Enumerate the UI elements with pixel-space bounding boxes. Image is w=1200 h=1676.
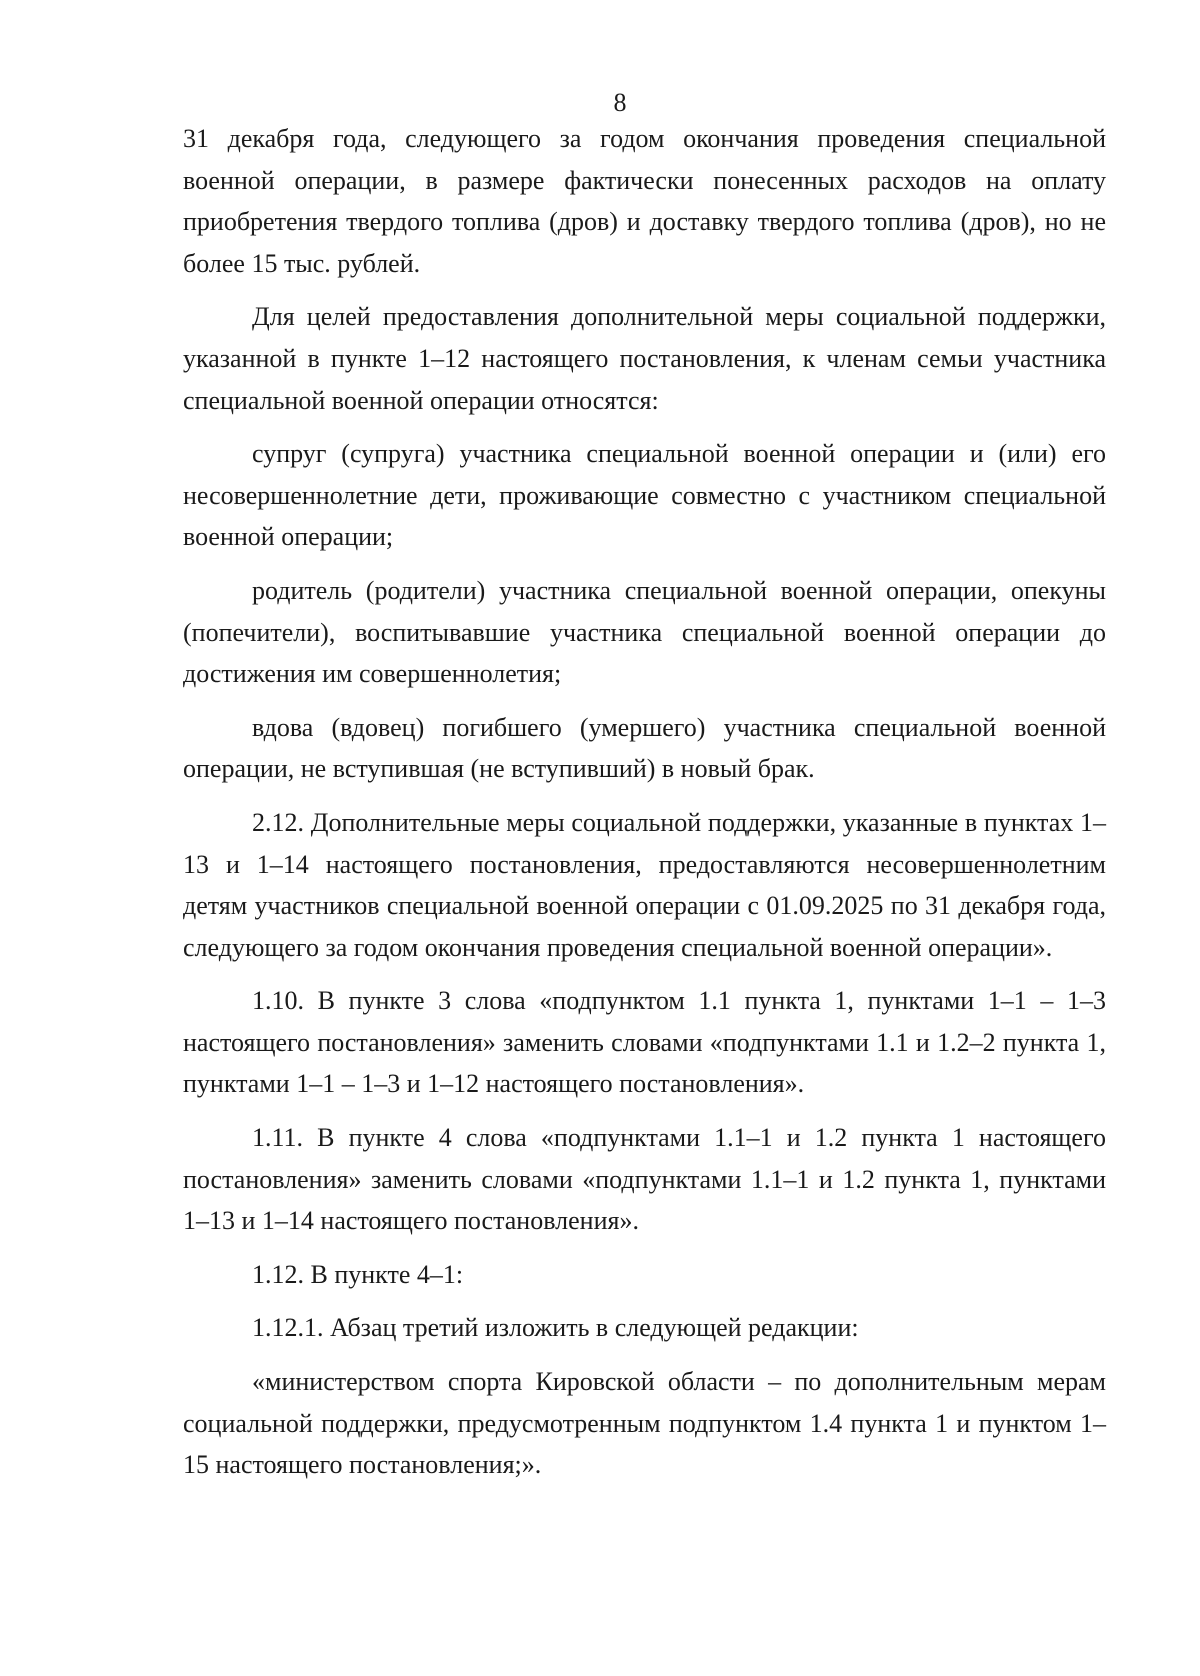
- paragraph-1-11: 1.11. В пункте 4 слова «подпунктами 1.1–1 и 1.2 пункта 1 настоящего постановления» заменить словами «подпунктами 1.1–1 и 1.2 пункта 1, пунктами 1–13 и 1–14 настоящего постановления».: [183, 1123, 1106, 1236]
- paragraph-1-10: 1.10. В пункте 3 слова «подпунктом 1.1 пункта 1, пунктами 1–1 – 1–3 настоящего постановления» заменить словами «подпунктами 1.1 и 1.2–2 пункта 1, пунктами 1–1 – 1–3 и 1–12 настоящего постановления».: [183, 986, 1106, 1099]
- paragraph-sports-ministry: «министерством спорта Кировской области – по дополнительным мерам социальной поддержки, предусмотренным подпунктом 1.4 пункта 1 и пунктом 1–15 настоящего постановления;».: [183, 1367, 1106, 1480]
- paragraph-family-members-definition: Для целей предоставления дополнительной меры социальной поддержки, указанной в пункте 1–12 настоящего постановления, к членам семьи участника специальной военной операции относятся:: [183, 302, 1106, 415]
- paragraph-1-12: 1.12. В пункте 4–1:: [252, 1259, 464, 1289]
- paragraph-widow: вдова (вдовец) погибшего (умершего) участника специальной военной операции, не вступившая (не вступивший) в новый брак.: [183, 712, 1106, 784]
- paragraph-spouse-children: супруг (супруга) участника специальной военной операции и (или) его несовершеннолетние дети, проживающие совместно с участником специальной военной операции;: [183, 439, 1106, 552]
- paragraph-parents-guardians: родитель (родители) участника специальной военной операции, опекуны (попечители), воспитывавшие участника специальной военной операции до достижения им совершеннолетия;: [183, 575, 1106, 689]
- paragraph-continuation: 31 декабря года, следующего за годом окончания проведения специальной военной операции, в размере фактически понесенных расходов на оплату приобретения твердого топлива (дров) и доставку твердого топлива (дров), но не более 15 тыс. рублей.: [183, 124, 1106, 278]
- document-body: [183, 118, 1106, 1498]
- page-number: 8: [613, 88, 627, 117]
- paragraph-2-12: 2.12. Дополнительные меры социальной поддержки, указанные в пунктах 1–13 и 1–14 настоящего постановления, предоставляются несовершеннолетним детям участников специальной военной операции с 01.09.2025 по 31 декабря года, следующего за годом окончания проведения специальной военной операции».: [183, 807, 1106, 962]
- paragraph-1-12-1: 1.12.1. Абзац третий изложить в следующей редакции:: [252, 1313, 859, 1343]
